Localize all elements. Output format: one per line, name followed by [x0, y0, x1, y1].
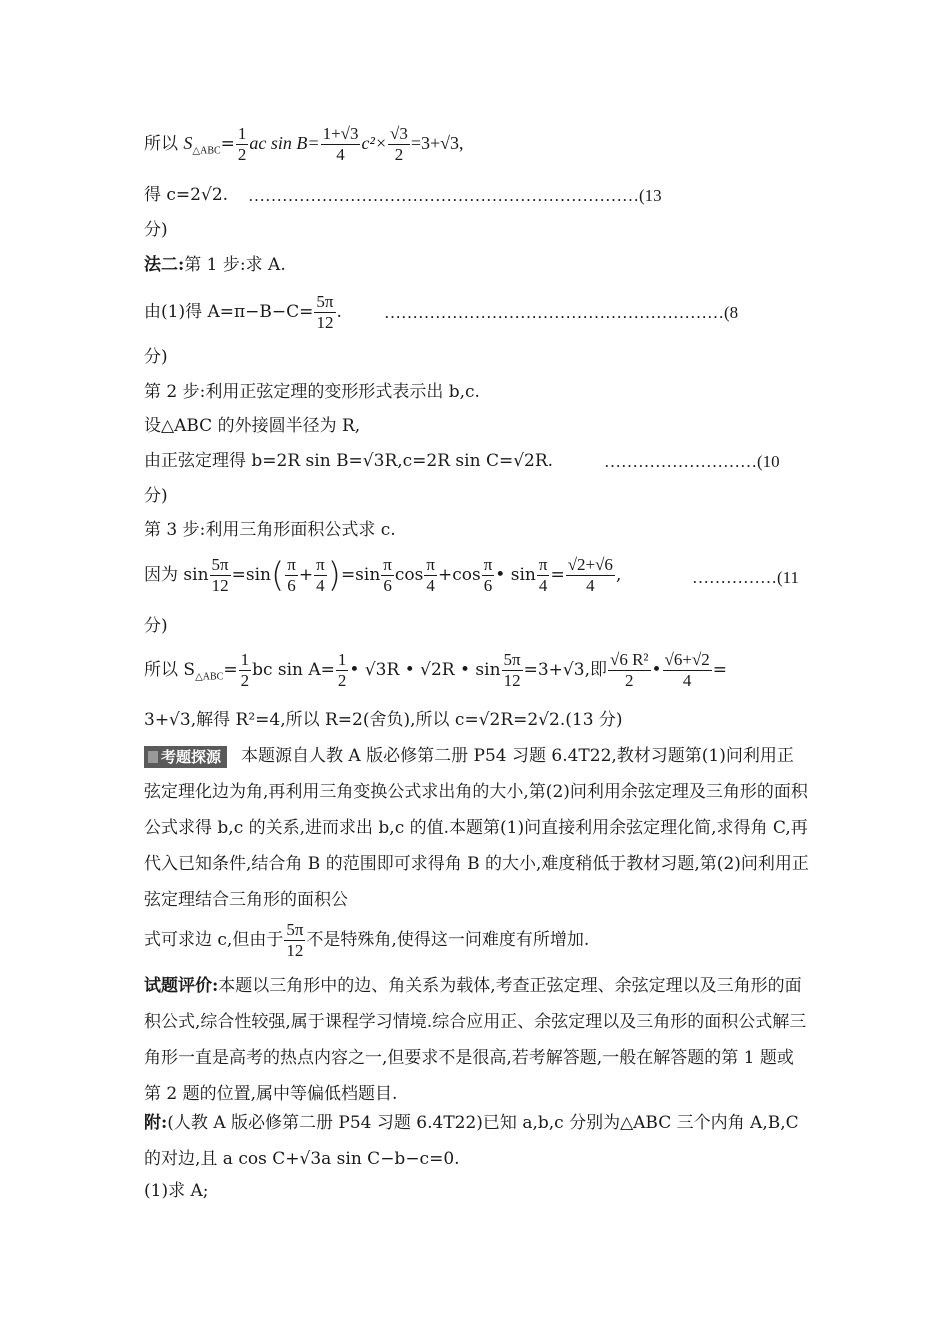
evaluation-section: [144, 968, 810, 1112]
text: 所以: [144, 134, 178, 154]
heading: 附:: [144, 1113, 168, 1133]
source-fraction-line: [144, 920, 589, 961]
text: 因为 sin: [144, 565, 209, 585]
text: 不是特殊角,使得这一问难度有所增加.: [306, 930, 590, 950]
area-equation-line: 所以 $S_{\triangle ABC}=$ $\frac{1}{2}$ bc sin A= $\frac{1}{2}$ • √3R • √2R • sin $\frac{5\pi}{12}$ =3+√3,即 $\frac{\text{√6 R²}}{2}$ • $\frac{√6+√2}{4}$ =: [144, 650, 728, 690]
fraction: $\frac{5\pi}{12}$: [503, 650, 521, 690]
heading: 试题评价:: [144, 976, 219, 996]
fraction: $\frac{5\pi}{12}$: [316, 292, 334, 332]
left-paren: (: [270, 555, 285, 596]
fraction: $\frac{1+√3}{4}$: [322, 124, 359, 164]
evaluation-text: 本题以三角形中的边、角关系为载体,考查正弦定理、余弦定理以及三角形的面积公式,综合性较强,属于课程学习情境.综合应用正、余弦定理以及三角形的面积公式解三角形一直是高考的热点内容之一,但要求不是很高,若考解答题,一般在解答题的第 1 题或第 2 题的位置,属中等偏低档题目.: [144, 976, 807, 1104]
fraction: $\frac{√2+√6}{4}$: [567, 555, 613, 595]
fraction: $\frac{\pi}{6}$: [287, 555, 296, 595]
formula-line-area: 所以 $S_{\triangle ABC}=$ $\frac{1}{2}$ ac sin B= $\frac{1+√3}{4}$ c²× $\frac{√3}{2}$ =3+√3,: [144, 124, 464, 164]
badge-square-icon: [148, 751, 158, 763]
fraction: $\frac{√3}{2}$: [390, 124, 408, 164]
source-section: [144, 738, 810, 918]
text: 第 1 步:求 A.: [184, 255, 286, 275]
fraction: $\frac{1}{2}$: [240, 650, 250, 690]
fraction: $\frac{\pi}{4}$: [426, 555, 435, 595]
appendix-section: [144, 1105, 810, 1177]
score-dots: ……………………………………………………………(13: [248, 186, 662, 205]
solution-line: 3+√3,解得 R²=4,所以 R=2(舍负),所以 c=√2R=2√2.(13 分): [144, 710, 623, 730]
score-dots: ……………………………………………………(8: [384, 303, 739, 322]
fraction: $\frac{5\pi}{12}$: [211, 555, 229, 595]
fraction: $\frac{5\pi}{12}$: [286, 920, 304, 960]
right-paren: ): [327, 555, 341, 596]
fraction: $\frac{1}{2}$: [237, 124, 247, 164]
step-two: 第 2 步:利用正弦定理的变形形式表示出 b,c.: [144, 382, 480, 402]
source-text: 本题源自人教 A 版必修第二册 P54 习题 6.4T22,教材习题第(1)问利用正弦定理化边为角,再利用三角变换公式求出角的大小,第(2)问利用余弦定理及三角形的面积公式求得 b,c 的关系,进而求出 b,c 的值.本题第(1)问直接利用余弦定理化简,求得角 C,再代入已知条件,结合角 B 的范围即可求得角 B 的大小,难度稍低于教材习题,第(2)问利用正弦定理结合三角形的面积公: [144, 746, 809, 910]
heading: 法二:: [144, 255, 185, 275]
circumradius-line: 设△ABC 的外接圆半径为 R,: [144, 416, 361, 436]
text: 由正弦定理得 b=2R sin B=√3R,c=2R sin C=√2R.: [144, 451, 554, 471]
text: =3+√3,: [410, 133, 464, 153]
score-wrap: 分): [144, 486, 168, 506]
question-one: (1)求 A;: [144, 1181, 209, 1201]
fraction: $\frac{√6+√2}{4}$: [664, 650, 710, 690]
sin-expansion-line: 因为 sin $\frac{5\pi}{12}$ =sin( $\frac{\pi}{6}$ + $\frac{\pi}{4}$ )=sin $\frac{\pi}{6}$ cos $\frac{\pi}{4}$ +cos $\frac{\pi}{6}$ • sin $\frac{\pi}{4}$ = $\frac{√2+√6}{4}$ , ……………(11: [144, 555, 800, 596]
text: c²×: [361, 133, 388, 153]
score-wrap: 分): [144, 616, 168, 636]
fraction: $\frac{1}{2}$: [337, 650, 347, 690]
fraction: $\frac{\pi}{6}$: [383, 555, 392, 595]
formula-line-a: 由(1)得 A=π−B−C= $\frac{5\pi}{12}$ . ……………………………………………………(8: [144, 292, 739, 332]
fraction: $\frac{\pi}{4}$: [316, 555, 325, 595]
fraction: $\frac{\pi}{6}$: [483, 555, 493, 595]
score-wrap: 分): [144, 347, 168, 367]
text: 所以 S: [144, 660, 196, 680]
text: 由(1)得 A=π−B−C=: [144, 302, 314, 322]
score-dots: ……………(11: [692, 568, 800, 587]
result-line-c: [144, 185, 662, 205]
step-three: 第 3 步:利用三角形面积公式求 c.: [144, 520, 396, 540]
subscript: △ABC: [192, 145, 221, 157]
fraction: $\frac{\text{√6 R²}}{2}$: [609, 650, 649, 690]
text: ac sin B=: [249, 133, 320, 153]
fraction: $\frac{\pi}{4}$: [538, 555, 548, 595]
score-wrap: 分): [144, 220, 168, 240]
method-two-heading: [144, 257, 286, 274]
text: 式可求边 c,但由于: [144, 930, 284, 950]
sine-law-line: [144, 451, 780, 471]
score-dots: ………………………(10: [604, 452, 780, 471]
source-badge: 考题探源: [144, 746, 227, 768]
appendix-text: (人教 A 版必修第二册 P54 习题 6.4T22)已知 a,b,c 分别为△ABC 三个内角 A,B,C 的对边,且 a cos C+√3a sin C−b−c=0.: [144, 1113, 799, 1169]
text: 得 c=2√2.: [144, 185, 229, 205]
